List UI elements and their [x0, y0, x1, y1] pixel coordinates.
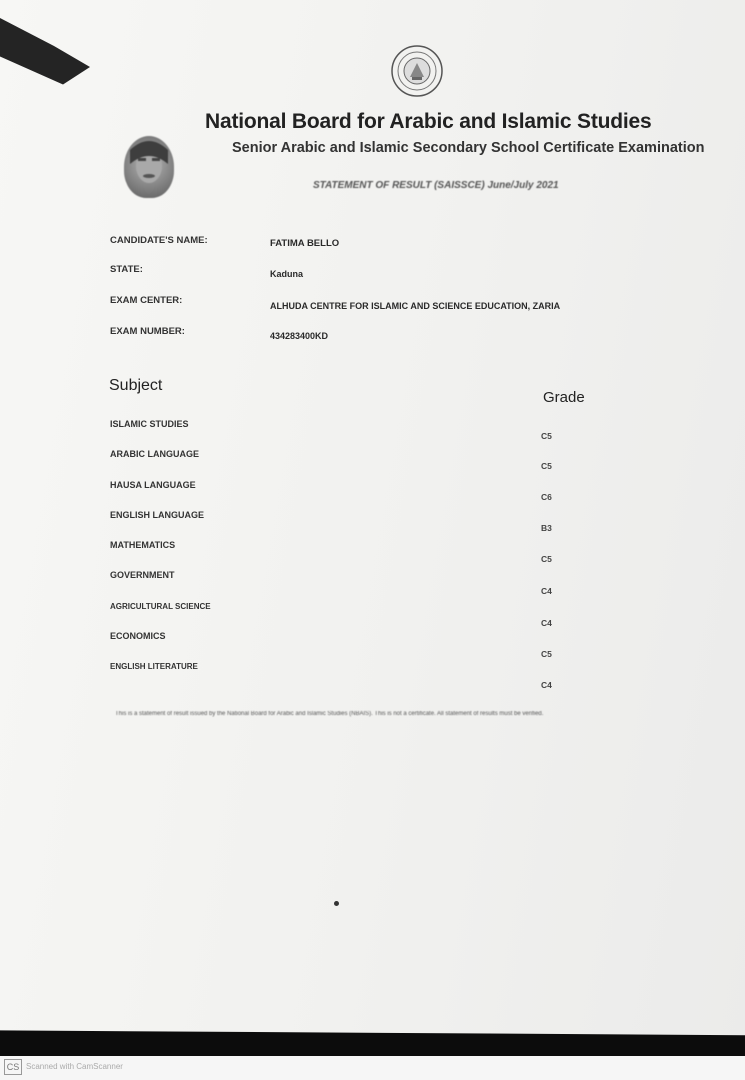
exam-center-label: EXAM CENTER:: [110, 295, 183, 306]
subject-grade: C5: [541, 431, 552, 441]
subject-grade: C5: [541, 461, 552, 471]
board-seal-icon: [390, 44, 444, 98]
grade-heading: Grade: [543, 389, 585, 406]
exam-number-value: 434283400KD: [270, 331, 329, 341]
candidate-name-label: CANDIDATE'S NAME:: [110, 235, 208, 246]
subject-name: MATHEMATICS: [110, 540, 176, 550]
scan-corner-shadow: [0, 18, 90, 88]
subject-grade: C5: [541, 554, 552, 564]
subject-grade: C6: [541, 492, 552, 502]
state-value: Kaduna: [270, 269, 304, 279]
scanner-watermark-bar: [0, 1056, 745, 1080]
subject-name: HAUSA LANGUAGE: [110, 480, 196, 490]
statement-title: STATEMENT OF RESULT (SAISSCE) June/July 2021: [313, 180, 559, 191]
camscanner-logo-icon: CS: [4, 1059, 22, 1075]
subject-name: AGRICULTURAL SCIENCE: [110, 602, 211, 611]
subject-name: ARABIC LANGUAGE: [110, 449, 199, 459]
subject-grade: C4: [541, 680, 552, 690]
exam-center-value: ALHUDA CENTRE FOR ISLAMIC AND SCIENCE EDUCATION, ZARIA: [270, 301, 561, 311]
subject-name: ENGLISH LITERATURE: [110, 662, 198, 671]
subject-name: ECONOMICS: [110, 631, 166, 641]
disclaimer-footnote: This is a statement of result issued by the National Board for Arabic and Islamic Studies (NBAIS). This is not a certificate. All statement of results must be verified.: [115, 711, 544, 717]
subject-name: GOVERNMENT: [110, 570, 175, 580]
subject-grade: C4: [541, 618, 552, 628]
candidate-photo: [124, 136, 174, 198]
subject-grade: C5: [541, 649, 552, 659]
scanner-watermark-text: Scanned with CamScanner: [26, 1062, 123, 1071]
subject-grade: B3: [541, 523, 552, 533]
subject-name: ENGLISH LANGUAGE: [110, 510, 205, 520]
subject-name: ISLAMIC STUDIES: [110, 419, 189, 429]
subject-grade: C4: [541, 586, 552, 596]
state-label: STATE:: [110, 264, 143, 275]
subject-heading: Subject: [109, 377, 163, 394]
exam-number-label: EXAM NUMBER:: [110, 326, 185, 337]
scan-bottom-shadow: [0, 1024, 745, 1056]
organization-title: National Board for Arabic and Islamic Studies: [205, 110, 652, 133]
candidate-name-value: FATIMA BELLO: [270, 238, 340, 249]
exam-title: Senior Arabic and Islamic Secondary School Certificate Examination: [232, 140, 705, 156]
ink-spot: [334, 901, 339, 906]
